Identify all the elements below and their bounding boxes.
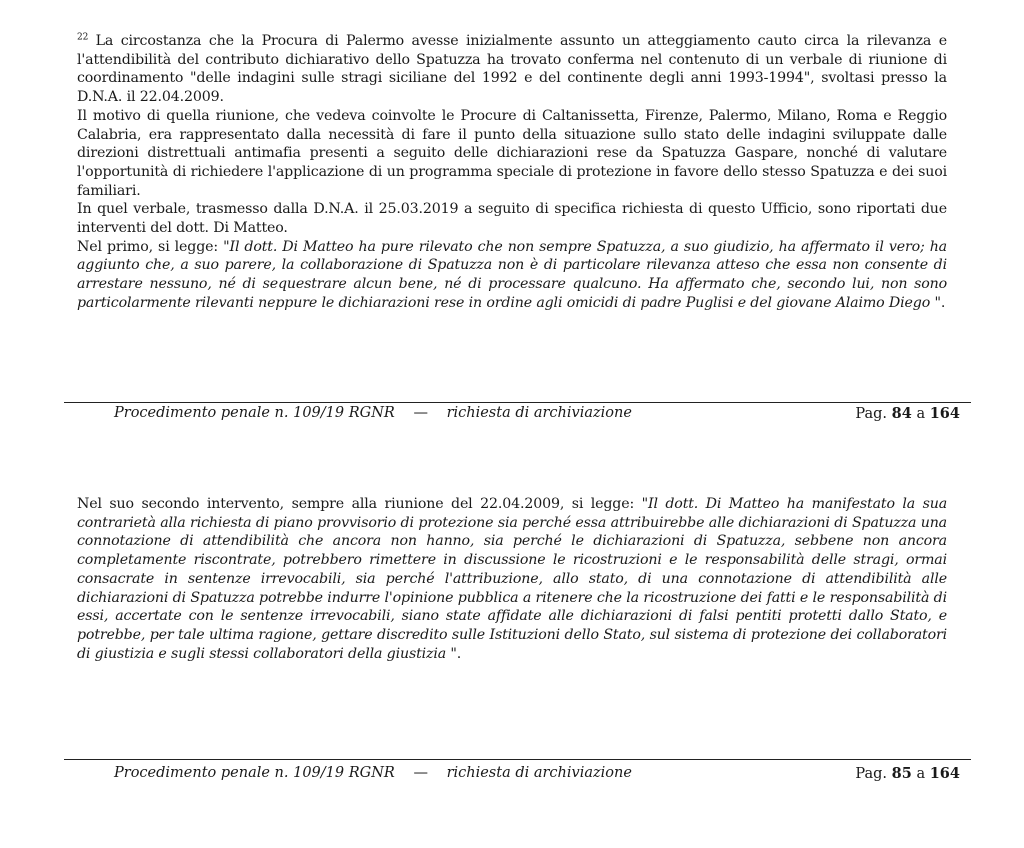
page-number bbox=[855, 405, 960, 422]
page-of: a bbox=[916, 766, 926, 782]
paragraph bbox=[77, 495, 947, 663]
page-of: a bbox=[916, 406, 926, 422]
paragraph-text: La circostanza che la Procura di Palermo avesse inizialmente assunto un atteggiamento cauto circa la rilevanza e l'attendibilità del contributo dichiarativo dello Spatuzza ha trovato conferma nel contenuto di un verbale di riunione di coordinamento "delle indagini sulle stragi siciliane del 1992 e del continente degli anni 1993-1994", svoltasi presso la D.N.A. il 22.04.2009. bbox=[77, 33, 947, 106]
page-prefix: Pag. bbox=[855, 766, 888, 782]
footer-request: richiesta di archiviazione bbox=[446, 405, 632, 421]
quoted-text: Il dott. Di Matteo ha pure rilevato che non sempre Spatuzza, a suo giudizio, ha affermato il vero; ha aggiunto che, a suo parere, la collaborazione di Spatuzza non è di particolare rilevanza atteso che essa non consente di arrestare nessuno, né di sequestrare alcun bene, né di processare qualcuno. Ha affermato che, secondo lui, non sono particolarmente rilevanti neppure le dichiarazioni rese in ordine agli omicidi di padre Puglisi e del giovane Alaimo Diego bbox=[77, 238, 947, 311]
footer-separator: — bbox=[413, 765, 428, 781]
footer-procedure: Procedimento penale n. 109/19 RGNR bbox=[114, 765, 395, 781]
page-current: 84 bbox=[891, 405, 912, 422]
footer-divider bbox=[64, 759, 971, 760]
text-block-page-85 bbox=[77, 495, 947, 663]
footnote-marker: 22 bbox=[77, 32, 89, 43]
quote-lead: Nel primo, si legge: " bbox=[77, 238, 230, 255]
paragraph bbox=[77, 238, 947, 313]
paragraph: In quel verbale, trasmesso dalla D.N.A. il 25.03.2019 a seguito di specifica richiesta di questo Ufficio, sono riportati due interventi del dott. Di Matteo. bbox=[77, 201, 947, 237]
paragraph: Il motivo di quella riunione, che vedeva coinvolte le Procure di Caltanissetta, Firenze, Palermo, Milano, Roma e Reggio Calabria, era rappresentato dalla necessità di fare il punto della situazione sullo stato delle indagini sviluppate dalle direzioni distrettuali antimafia presenti a seguito delle dichiarazioni rese da Spatuzza Gaspare, nonché di valutare l'opportunità di richiedere l'applicazione di un programma speciale di protezione in favore dello stesso Spatuzza e dei suoi familiari. bbox=[77, 107, 947, 199]
footer-request: richiesta di archiviazione bbox=[446, 765, 632, 781]
paragraph bbox=[77, 32, 947, 107]
quote-tail: ". bbox=[930, 294, 946, 311]
page-prefix: Pag. bbox=[855, 406, 888, 422]
footer-procedure: Procedimento penale n. 109/19 RGNR bbox=[114, 405, 395, 421]
quote-tail: ". bbox=[446, 645, 462, 662]
page-total: 164 bbox=[929, 765, 960, 782]
page-current: 85 bbox=[891, 765, 912, 782]
footer-separator: — bbox=[413, 405, 428, 421]
page-footer bbox=[114, 765, 964, 781]
page-number bbox=[855, 765, 960, 782]
quote-lead: Nel suo secondo intervento, sempre alla riunione del 22.04.2009, si legge: " bbox=[77, 496, 649, 512]
text-block-page-84 bbox=[77, 32, 947, 313]
footer-divider bbox=[64, 402, 971, 403]
page-total: 164 bbox=[929, 405, 960, 422]
quoted-text: Il dott. Di Matteo ha manifestato la sua contrarietà alla richiesta di piano provvisorio di protezione sia perché essa attribuirebbe alle dichiarazioni di Spatuzza una connotazione di attendibilità che ancora non hanno, sia perché le dichiarazioni di Spatuzza, sebbene non ancora completamente riscontrate, potrebbero rimettere in discussione le ricostruzioni e le responsabilità delle stragi, ormai consacrate in sentenze irrevocabili, sia perché l'attribuzione, allo stato, di una connotazione di attendibilità alle dichiarazioni di Spatuzza potrebbe indurre l'opinione pubblica a ritenere che la ricostruzione dei fatti e le responsabilità di essi, accertate con le sentenze irrevocabili, siano state affidate alle dichiarazioni di falsi pentiti protetti dallo Stato, e potrebbe, per tale ultima ragione, gettare discredito sulle Istituzioni dello Stato, sul sistema di protezione dei collaboratori di giustizia e sugli stessi collaboratori della giustizia bbox=[77, 496, 947, 662]
page-footer bbox=[114, 405, 964, 421]
